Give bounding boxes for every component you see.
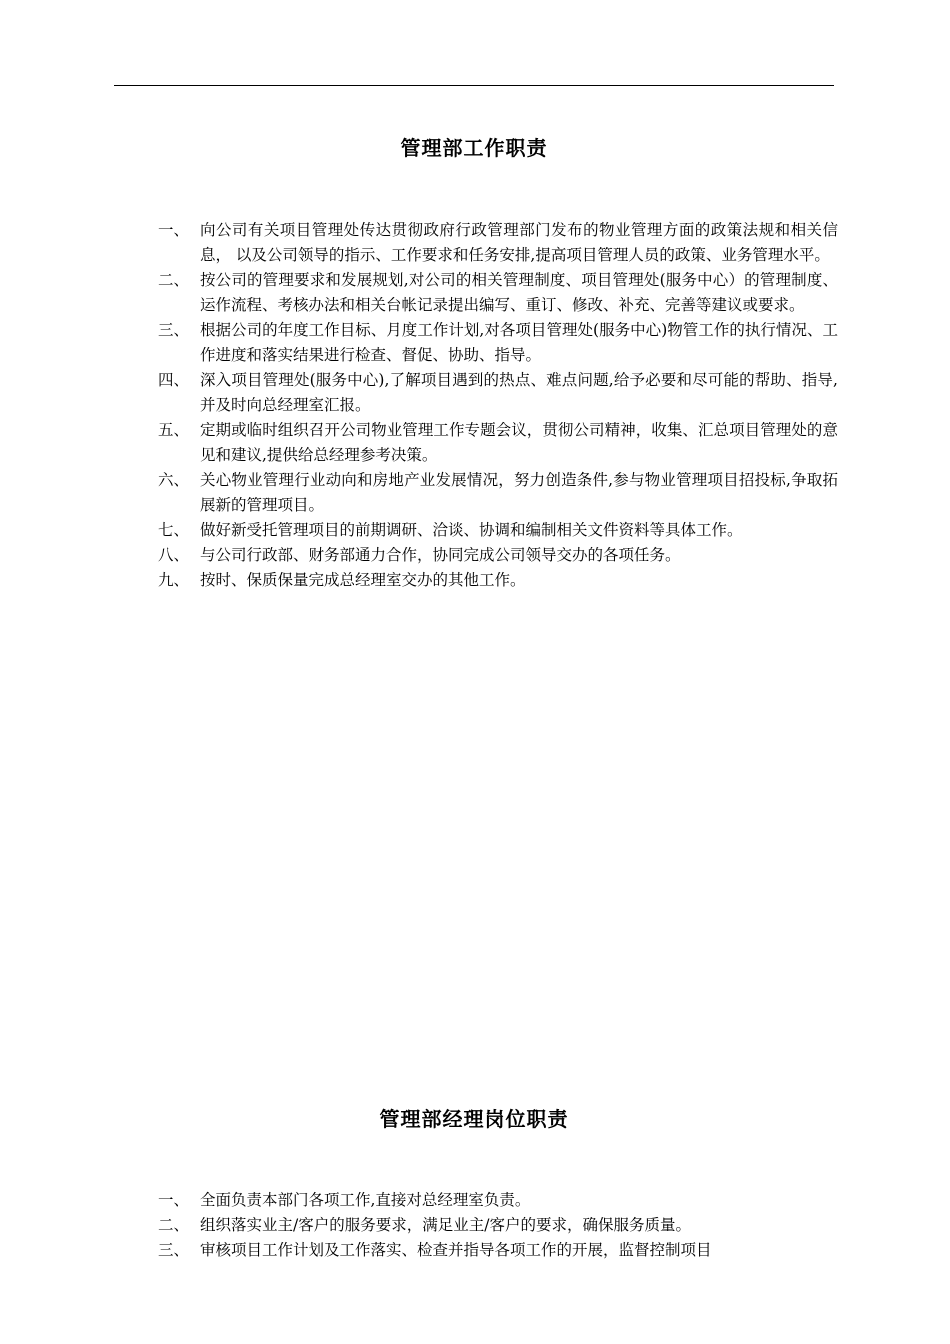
item-number: 九、	[158, 571, 190, 589]
list-item	[158, 268, 838, 318]
list-item	[158, 1188, 838, 1213]
list-item	[158, 1238, 838, 1263]
list-item	[158, 518, 838, 543]
list-item	[158, 1213, 838, 1238]
list-item	[158, 543, 838, 568]
manager-duties-list	[158, 1188, 838, 1263]
item-number: 二、	[158, 1216, 190, 1234]
item-text: 按公司的管理要求和发展规划,对公司的相关管理制度、项目管理处(服务中心）的管理制度、运作流程、考核办法和相关台帐记录提出编写、重订、修改、补充、完善等建议或要求。	[200, 271, 838, 314]
list-item	[158, 568, 838, 593]
section-title-work-duties: 管理部工作职责	[400, 136, 548, 160]
item-text: 做好新受托管理项目的前期调研、洽谈、协调和编制相关文件资料等具体工作。	[200, 521, 743, 539]
item-text: 根据公司的年度工作目标、月度工作计划,对各项目管理处(服务中心)物管工作的执行情况、工作进度和落实结果进行检查、督促、协助、指导。	[200, 321, 838, 364]
item-number: 四、	[158, 371, 190, 389]
item-text: 与公司行政部、财务部通力合作，协同完成公司领导交办的各项任务。	[200, 546, 681, 564]
work-duties-list	[158, 218, 838, 593]
item-number: 一、	[158, 221, 190, 239]
list-item	[158, 318, 838, 368]
item-number: 二、	[158, 271, 190, 289]
item-text: 审核项目工作计划及工作落实、检查并指导各项工作的开展，监督控制项目	[200, 1241, 712, 1259]
item-number: 八、	[158, 546, 190, 564]
item-number: 三、	[158, 1241, 190, 1259]
list-item	[158, 218, 838, 268]
item-number: 三、	[158, 321, 190, 339]
list-item	[158, 468, 838, 518]
item-number: 一、	[158, 1191, 190, 1209]
item-text: 定期或临时组织召开公司物业管理工作专题会议，贯彻公司精神，收集、汇总项目管理处的意见和建议,提供给总经理参考决策。	[200, 421, 838, 464]
list-item	[158, 368, 838, 418]
header-rule	[114, 85, 834, 86]
item-text: 组织落实业主/客户的服务要求，满足业主/客户的要求，确保服务质量。	[200, 1216, 691, 1234]
item-number: 七、	[158, 521, 190, 539]
section-title-manager-duties: 管理部经理岗位职责	[379, 1107, 569, 1131]
item-number: 五、	[158, 421, 190, 439]
item-text: 关心物业管理行业动向和房地产业发展情况，努力创造条件,参与物业管理项目招投标,争取拓展新的管理项目。	[200, 471, 838, 514]
item-text: 向公司有关项目管理处传达贯彻政府行政管理部门发布的物业管理方面的政策法规和相关信息， 以及公司领导的指示、工作要求和任务安排,提高项目管理人员的政策、业务管理水平。	[200, 221, 838, 264]
item-text: 全面负责本部门各项工作,直接对总经理室负责。	[200, 1191, 531, 1209]
list-item	[158, 418, 838, 468]
item-number: 六、	[158, 471, 190, 489]
item-text: 深入项目管理处(服务中心),了解项目遇到的热点、难点问题,给予必要和尽可能的帮助、指导,并及时向总经理室汇报。	[200, 371, 838, 414]
item-text: 按时、保质保量完成总经理室交办的其他工作。	[200, 571, 526, 589]
